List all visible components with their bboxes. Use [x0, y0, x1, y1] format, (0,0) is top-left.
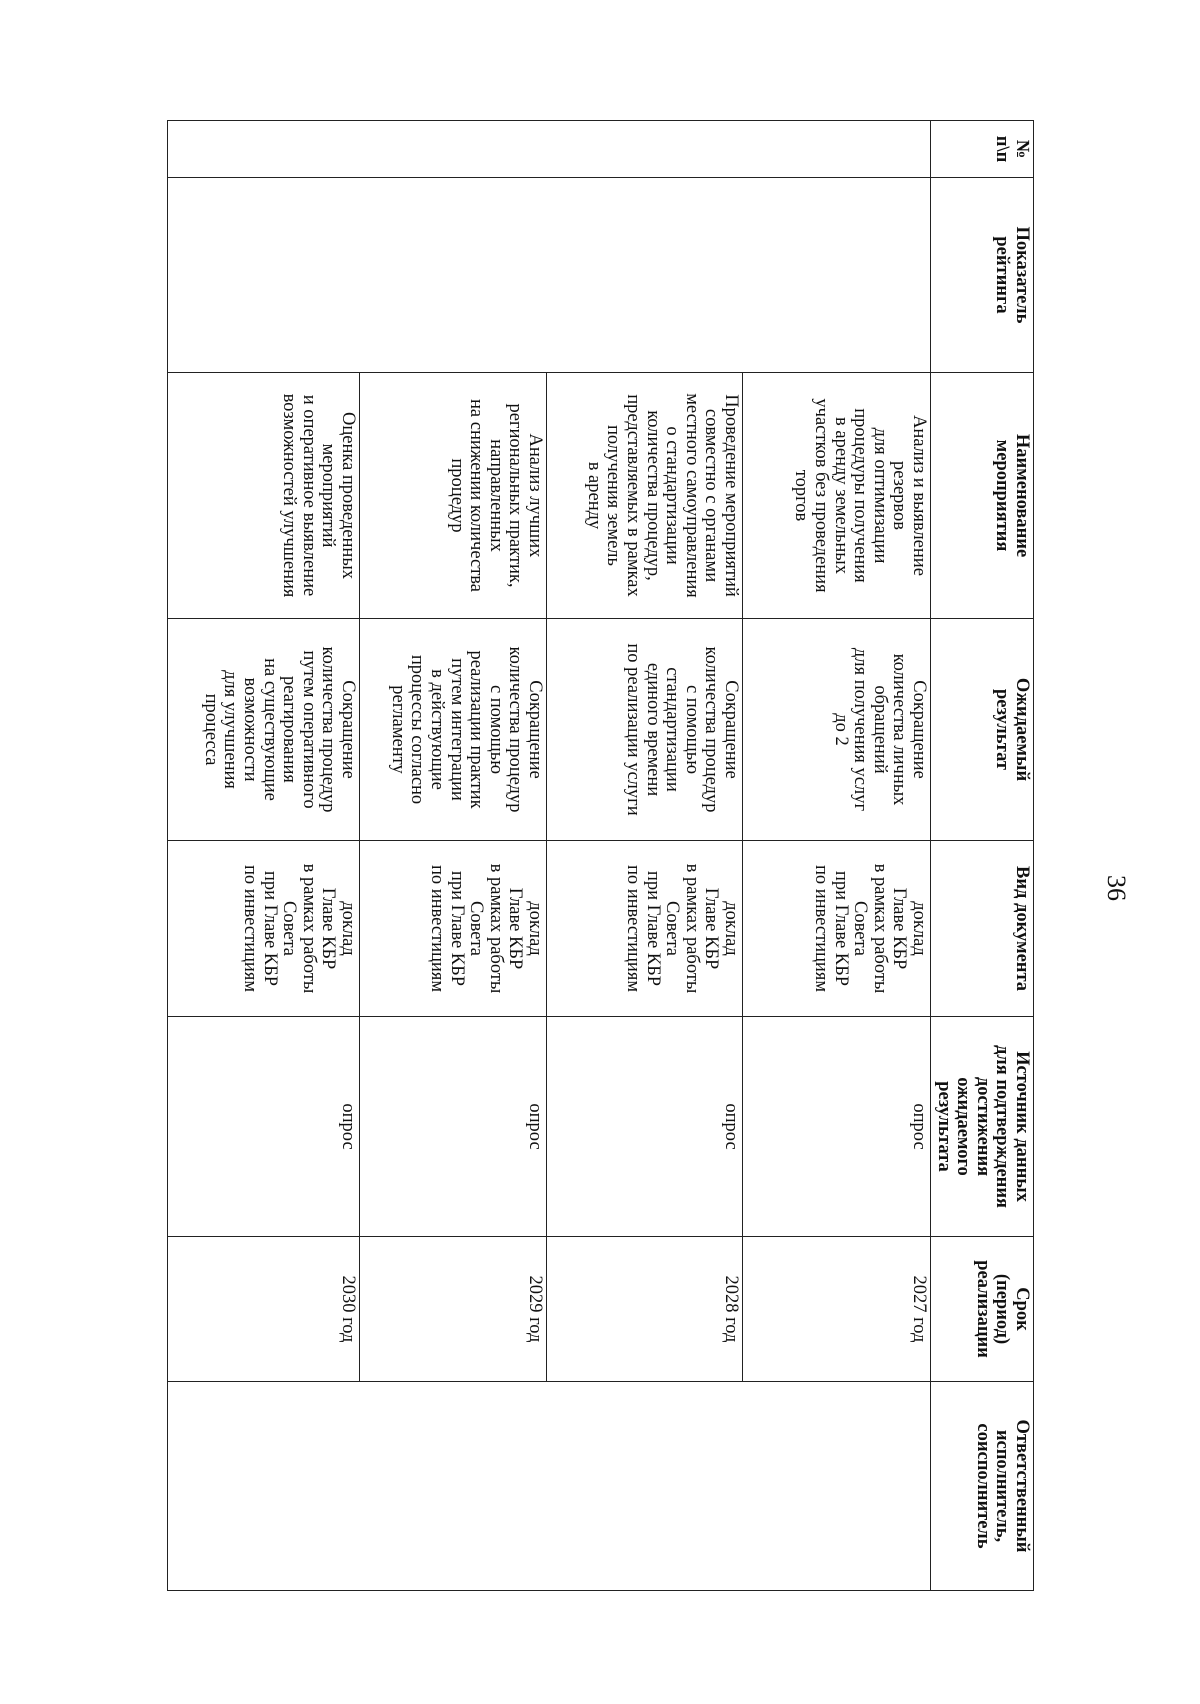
table-row	[742, 121, 930, 1591]
expected-result-cell: Сокращение количества процедур с помощью стандартизации единого времени по реализации услуги	[546, 619, 742, 841]
header-term: Срок (период) реализации	[930, 1237, 1033, 1382]
number-cell	[167, 121, 930, 178]
expected-result-cell: Сокращение количества личных обращений для получения услуг до 2	[742, 619, 930, 841]
data-source-cell: опрос	[359, 1017, 546, 1237]
term-cell: 2028 год	[546, 1237, 742, 1382]
header-responsible: Ответственный исполнитель, соисполнитель	[930, 1382, 1033, 1591]
measure-cell: Проведение мероприятий совместно с органами местного самоуправления о стандартизации количества процедур, представляемых в рамках получения земель в аренду	[546, 373, 742, 619]
term-cell: 2027 год	[742, 1237, 930, 1382]
action-plan-table	[167, 120, 1034, 1591]
header-number: № п\п	[930, 121, 1033, 178]
data-source-cell: опрос	[546, 1017, 742, 1237]
expected-result-cell: Сокращение количества процедур путем оперативного реагирования на существующие возможности для улучшения процесса	[167, 619, 359, 841]
data-source-cell: опрос	[167, 1017, 359, 1237]
document-type-cell: доклад Главе КБР в рамках работы Совета при Главе КБР по инвестициям	[167, 841, 359, 1017]
header-indicator: Показатель рейтинга	[930, 178, 1033, 373]
indicator-cell	[167, 178, 930, 373]
rotated-page-content	[196, 120, 1034, 1590]
header-document-type: Вид документа	[930, 841, 1033, 1017]
header-expected-result: Ожидаемый результат	[930, 619, 1033, 841]
term-cell: 2029 год	[359, 1237, 546, 1382]
expected-result-cell: Сокращение количества процедур с помощью реализации практик путем интеграции в действующие процессы согласно регламенту	[359, 619, 546, 841]
measure-cell: Анализ и выявление резервов для оптимизации процедуры получения в аренду земельных участков без проведения торгов	[742, 373, 930, 619]
term-cell: 2030 год	[167, 1237, 359, 1382]
document-type-cell: доклад Главе КБР в рамках работы Совета при Главе КБР по инвестициям	[546, 841, 742, 1017]
header-measure: Наименование мероприятия	[930, 373, 1033, 619]
responsible-cell	[167, 1382, 930, 1591]
document-type-cell: доклад Главе КБР в рамках работы Совета при Главе КБР по инвестициям	[742, 841, 930, 1017]
document-type-cell: доклад Главе КБР в рамках работы Совета при Главе КБР по инвестициям	[359, 841, 546, 1017]
data-source-cell: опрос	[742, 1017, 930, 1237]
header-data-source: Источник данных для подтверждения достижения ожидаемого результата	[930, 1017, 1033, 1237]
page-number: 36	[1102, 875, 1131, 901]
measure-cell: Оценка проведенных мероприятий и оперативное выявление возможностей улучшения	[167, 373, 359, 619]
table-header-row	[930, 121, 1033, 1591]
measure-cell: Анализ лучших региональных практик, направленных на снижении количества процедур	[359, 373, 546, 619]
